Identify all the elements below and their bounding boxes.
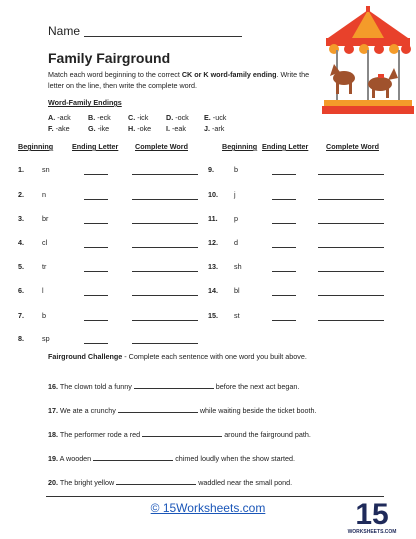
page-title: Family Fairground <box>48 50 171 66</box>
row-beginning: d <box>234 238 238 247</box>
row-number: 4. <box>18 238 24 247</box>
row-number: 2. <box>18 190 24 199</box>
ending-letter: C. <box>128 113 136 122</box>
sentence-number: 17. <box>48 406 58 415</box>
ending-item <box>88 123 128 134</box>
row-beginning: tr <box>42 262 47 271</box>
ending-letter-line[interactable] <box>84 320 108 321</box>
row-number: 1. <box>18 165 24 174</box>
complete-word-line[interactable] <box>132 271 198 272</box>
sentence-after: chimed loudly when the show started. <box>175 454 296 463</box>
ending-item <box>204 123 244 134</box>
row-number: 15. <box>208 311 218 320</box>
row-number: 8. <box>18 334 24 343</box>
row-number: 10. <box>208 190 218 199</box>
ending-letter-line[interactable] <box>84 174 108 175</box>
ending-letter-line[interactable] <box>84 271 108 272</box>
ending-text: -ake <box>55 124 70 133</box>
header-beginning-left: Beginning <box>18 142 54 151</box>
header-beginning-right: Beginning <box>222 142 258 151</box>
row-number: 13. <box>208 262 218 271</box>
ending-item <box>204 112 244 123</box>
brand-logo <box>347 494 397 536</box>
instructions-part1: Match each word beginning to the correct <box>48 70 182 79</box>
ending-item <box>48 112 88 123</box>
ending-item <box>48 123 88 134</box>
ending-text: -eck <box>97 113 111 122</box>
row-number: 11. <box>208 214 218 223</box>
complete-word-line[interactable] <box>132 199 198 200</box>
row-number: 9. <box>208 165 214 174</box>
row-beginning: bl <box>234 286 240 295</box>
name-line[interactable] <box>84 36 242 37</box>
challenge-text: - Complete each sentence with one word you built above. <box>122 352 307 361</box>
row-beginning: sh <box>234 262 242 271</box>
footer-divider <box>46 496 384 497</box>
ending-letter: F. <box>48 124 54 133</box>
ending-text: -oke <box>137 124 152 133</box>
ending-letter: I. <box>166 124 170 133</box>
sentence-number: 16. <box>48 382 58 391</box>
sentence-item <box>48 382 299 391</box>
ending-letter-line[interactable] <box>84 295 108 296</box>
instructions <box>48 69 318 91</box>
row-beginning: b <box>234 165 238 174</box>
sentence-after: while waiting beside the ticket booth. <box>199 406 317 415</box>
row-number: 6. <box>18 286 24 295</box>
ending-letter-line[interactable] <box>272 320 296 321</box>
sentence-after: before the next act began. <box>215 382 300 391</box>
complete-word-line[interactable] <box>132 223 198 224</box>
logo-number: 15 <box>355 498 389 531</box>
ending-letter: A. <box>48 113 56 122</box>
complete-word-line[interactable] <box>318 320 384 321</box>
sentence-after: around the fairground path. <box>224 430 311 439</box>
ending-letter-line[interactable] <box>84 247 108 248</box>
ending-letter-line[interactable] <box>84 223 108 224</box>
ending-letter: B. <box>88 113 96 122</box>
sentence-blank[interactable] <box>142 430 222 437</box>
ending-letter: D. <box>166 113 174 122</box>
complete-word-line[interactable] <box>318 295 384 296</box>
row-number: 7. <box>18 311 24 320</box>
header-ending-right: Ending Letter <box>262 142 309 151</box>
sentence-number: 19. <box>48 454 58 463</box>
logo-text: WORKSHEETS.COM <box>347 529 397 535</box>
ending-letter: G. <box>88 124 96 133</box>
ending-text: -ack <box>57 113 71 122</box>
ending-letter: J. <box>204 124 210 133</box>
row-beginning: l <box>42 286 44 295</box>
row-number: 3. <box>18 214 24 223</box>
complete-word-line[interactable] <box>318 174 384 175</box>
sentence-blank[interactable] <box>134 382 214 389</box>
carousel-illustration <box>322 6 414 116</box>
sentence-number: 18. <box>48 430 58 439</box>
complete-word-line[interactable] <box>318 247 384 248</box>
ending-letter-line[interactable] <box>272 174 296 175</box>
ending-letter-line[interactable] <box>272 223 296 224</box>
ending-letter-line[interactable] <box>272 295 296 296</box>
ending-letter-line[interactable] <box>272 247 296 248</box>
complete-word-line[interactable] <box>132 247 198 248</box>
ending-letter-line[interactable] <box>84 343 108 344</box>
header-complete-right: Complete Word <box>326 142 379 151</box>
sentence-after: waddled near the small pond. <box>198 478 293 487</box>
ending-text: -eak <box>172 124 186 133</box>
challenge-heading <box>48 352 307 361</box>
row-number: 12. <box>208 238 218 247</box>
complete-word-line[interactable] <box>132 343 198 344</box>
sentence-item <box>48 430 311 439</box>
row-beginning: sn <box>42 165 50 174</box>
header-complete-left: Complete Word <box>135 142 188 151</box>
complete-word-line[interactable] <box>132 174 198 175</box>
row-beginning: p <box>234 214 238 223</box>
instructions-part2: . Write the letter on the line, then write the complete word. <box>48 70 310 90</box>
name-label: Name <box>48 24 81 38</box>
ending-item <box>128 123 168 134</box>
ending-text: -uck <box>212 113 227 122</box>
sentence-item <box>48 478 292 487</box>
ending-text: -ike <box>97 124 110 133</box>
sentence-blank[interactable] <box>116 478 196 485</box>
row-number: 5. <box>18 262 24 271</box>
complete-word-line[interactable] <box>318 223 384 224</box>
sentence-before: The performer rode a red <box>59 430 141 439</box>
sentence-before: The bright yellow <box>59 478 115 487</box>
word-family-title: Word-Family Endings <box>48 98 122 107</box>
ending-item <box>128 112 168 123</box>
row-beginning: j <box>234 190 236 199</box>
row-beginning: sp <box>42 334 50 343</box>
row-beginning: b <box>42 311 46 320</box>
sentence-item <box>48 454 295 463</box>
sentence-before: We ate a crunchy <box>60 406 116 415</box>
row-beginning: cl <box>42 238 48 247</box>
ending-item <box>166 123 206 134</box>
ending-letter: E. <box>204 113 211 122</box>
row-beginning: st <box>234 311 240 320</box>
sentence-before: A wooden <box>59 454 92 463</box>
ending-letter: H. <box>128 124 136 133</box>
sentence-blank[interactable] <box>93 454 173 461</box>
ending-text: -ick <box>137 113 149 122</box>
row-beginning: br <box>42 214 49 223</box>
header-ending-left: Ending Letter <box>72 142 119 151</box>
row-number: 14. <box>208 286 218 295</box>
row-beginning: n <box>42 190 46 199</box>
ending-item <box>88 112 128 123</box>
ending-letter-line[interactable] <box>84 199 108 200</box>
complete-word-line[interactable] <box>132 320 198 321</box>
complete-word-line[interactable] <box>132 295 198 296</box>
ending-text: -ark <box>212 124 225 133</box>
sentence-number: 20. <box>48 478 58 487</box>
complete-word-line[interactable] <box>318 199 384 200</box>
instructions-bold: CK or K word-family ending <box>181 70 277 79</box>
ending-letter-line[interactable] <box>272 199 296 200</box>
challenge-title: Fairground Challenge <box>48 352 123 361</box>
sentence-before: The clown told a funny <box>59 382 132 391</box>
sentence-item <box>48 406 316 415</box>
sentence-blank[interactable] <box>118 406 198 413</box>
ending-letter-line[interactable] <box>272 271 296 272</box>
ending-text: -ock <box>175 113 189 122</box>
footer-link[interactable]: © 15Worksheets.com <box>150 501 266 515</box>
complete-word-line[interactable] <box>318 271 384 272</box>
ending-item <box>166 112 206 123</box>
